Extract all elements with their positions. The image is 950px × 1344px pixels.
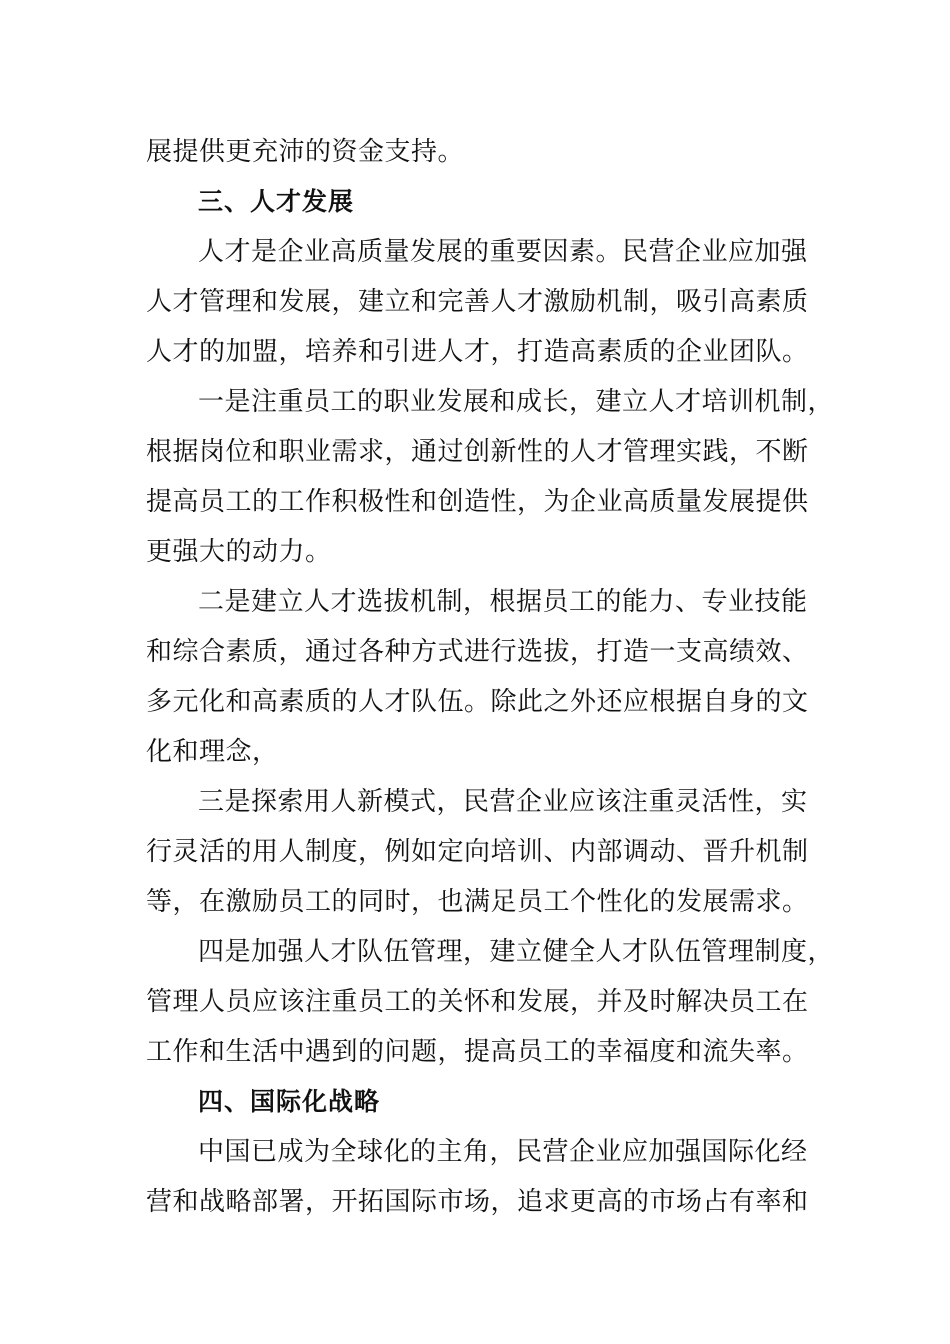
paragraph-line: 中国已成为全球化的主角，民营企业应加强国际化经 <box>198 1137 808 1167</box>
section-heading: 四、国际化战略 <box>198 1087 381 1116</box>
paragraph-line: 和综合素质，通过各种方式进行选拔，打造一支高绩效、 <box>146 637 809 667</box>
paragraph-line: 人才是企业高质量发展的重要因素。民营企业应加强 <box>198 237 808 267</box>
paragraph-line: 提高员工的工作积极性和创造性，为企业高质量发展提供 <box>146 487 809 517</box>
paragraph-line: 人才的加盟，培养和引进人才，打造高素质的企业团队。 <box>146 337 809 367</box>
paragraph-line: 多元化和高素质的人才队伍。除此之外还应根据自身的文 <box>146 687 809 717</box>
paragraph-line: 展提供更充沛的资金支持。 <box>146 137 465 167</box>
paragraph-line: 工作和生活中遇到的问题，提高员工的幸福度和流失率。 <box>146 1037 809 1067</box>
paragraph-line: 等，在激励员工的同时，也满足员工个性化的发展需求。 <box>146 887 809 917</box>
paragraph-line: 根据岗位和职业需求，通过创新性的人才管理实践，不断 <box>146 437 809 467</box>
paragraph-line: 二是建立人才选拔机制，根据员工的能力、专业技能 <box>198 587 808 617</box>
paragraph-line: 人才管理和发展，建立和完善人才激励机制，吸引高素质 <box>146 287 809 317</box>
paragraph-line: 化和理念， <box>146 737 279 767</box>
paragraph-line: 一是注重员工的职业发展和成长，建立人才培训机制， <box>198 387 835 417</box>
paragraph-line: 更强大的动力。 <box>146 537 332 567</box>
paragraph-line: 三是探索用人新模式，民营企业应该注重灵活性，实 <box>198 787 808 817</box>
paragraph-line: 行灵活的用人制度，例如定向培训、内部调动、晋升机制 <box>146 837 809 867</box>
paragraph-line: 四是加强人才队伍管理，建立健全人才队伍管理制度， <box>198 937 835 967</box>
paragraph-line: 管理人员应该注重员工的关怀和发展，并及时解决员工在 <box>146 987 809 1017</box>
section-heading: 三、人才发展 <box>198 187 355 216</box>
paragraph-line: 营和战略部署，开拓国际市场，追求更高的市场占有率和 <box>146 1187 809 1217</box>
